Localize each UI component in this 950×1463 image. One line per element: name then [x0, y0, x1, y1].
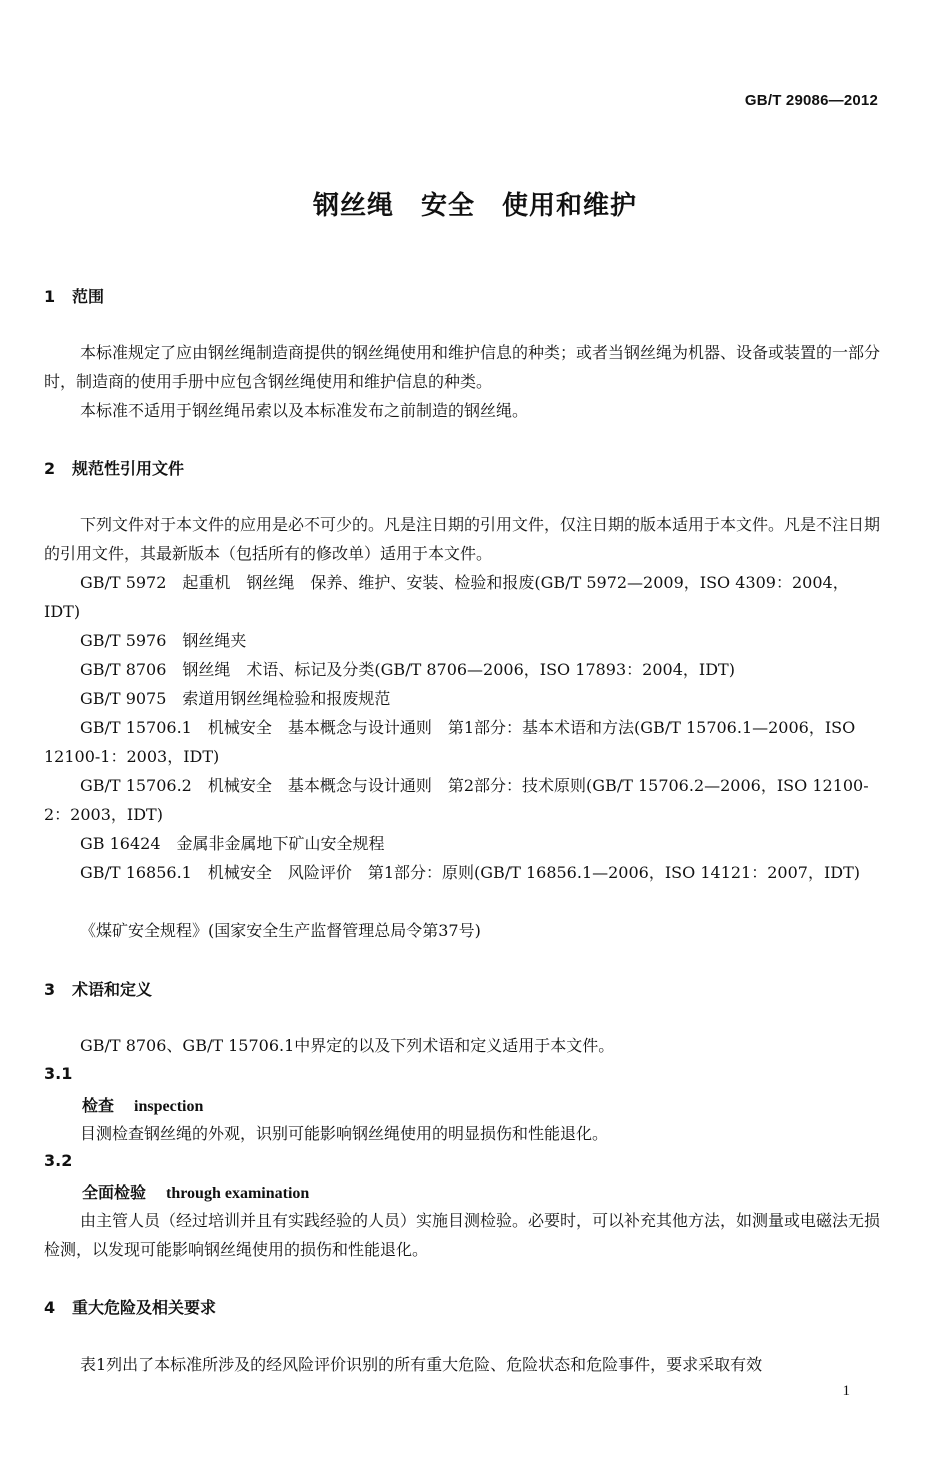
section-2-heading — [44, 456, 184, 479]
section-title: 重大危险及相关要求 — [72, 1298, 217, 1317]
section-4-text: 表1列出了本标准所涉及的经风险评价识别的所有重大危险、危险状态和危险事件，要求采取有效 — [80, 1355, 763, 1374]
term-chinese: 检查 — [82, 1096, 115, 1115]
section-title: 术语和定义 — [72, 980, 153, 999]
term-chinese: 全面检验 — [82, 1183, 147, 1202]
term-english: inspection — [134, 1098, 204, 1115]
section-2-intro: 下列文件对于本文件的应用是必不可少的。凡是注日期的引用文件，仅注日期的版本适用于本文件。凡是不注日期的引用文件，其最新版本（包括所有的修改单）适用于本文件。 — [44, 515, 881, 563]
document-title: 钢丝绳 安全 使用和维护 — [312, 191, 637, 221]
section-3-heading — [44, 977, 152, 1000]
section-1-heading — [44, 284, 104, 307]
term-definition: 目测检查钢丝绳的外观，识别可能影响钢丝绳使用的明显损伤和性能退化。 — [80, 1124, 609, 1143]
term-heading — [82, 1180, 309, 1203]
reference-item: GB/T 16856.1 机械安全 风险评价 第1部分：原则(GB/T 16856.1—2006，ISO 14121：2007，IDT) — [80, 863, 861, 882]
term-english: through examination — [166, 1185, 310, 1202]
term-definition: 由主管人员（经过培训并且有实践经验的人员）实施目测检验。必要时，可以补充其他方法，如测量或电磁法无损检测，以发现可能影响钢丝绳使用的损伤和性能退化。 — [44, 1211, 881, 1259]
section-title: 范围 — [72, 287, 105, 306]
section-1-paragraph: 本标准不适用于钢丝绳吊索以及本标准发布之前制造的钢丝绳。 — [80, 401, 529, 420]
standard-code: GB/T 29086—2012 — [744, 92, 878, 109]
section-3-intro: GB/T 8706、GB/T 15706.1中界定的以及下列术语和定义适用于本文件。 — [80, 1036, 615, 1055]
term-heading — [82, 1093, 203, 1116]
section-4-heading — [44, 1295, 216, 1318]
reference-item: GB/T 8706 钢丝绳 术语、标记及分类(GB/T 8706—2006，ISO 17893：2004，IDT) — [80, 660, 735, 679]
reference-item: GB/T 9075 索道用钢丝绳检验和报废规范 — [80, 689, 391, 708]
term-number: 3.2 — [44, 1151, 73, 1170]
reference-item: 《煤矿安全规程》(国家安全生产监督管理总局令第37号) — [80, 921, 481, 940]
section-number: 1 — [44, 287, 56, 306]
section-title: 规范性引用文件 — [72, 459, 185, 478]
section-number: 3 — [44, 980, 56, 999]
reference-item: GB/T 15706.1 机械安全 基本概念与设计通则 第1部分：基本术语和方法(GB/T 15706.1—2006，ISO 12100-1：2003，IDT) — [44, 718, 856, 766]
page-number: 1 — [842, 1383, 850, 1399]
section-1-paragraph: 本标准规定了应由钢丝绳制造商提供的钢丝绳使用和维护信息的种类；或者当钢丝绳为机器、设备或装置的一部分时，制造商的使用手册中应包含钢丝绳使用和维护信息的种类。 — [44, 343, 881, 391]
reference-item: GB/T 5976 钢丝绳夹 — [80, 631, 247, 650]
section-number: 2 — [44, 459, 56, 478]
term-number: 3.1 — [44, 1064, 73, 1083]
reference-item: GB/T 5972 起重机 钢丝绳 保养、维护、安装、检验和报废(GB/T 5972—2009，ISO 4309：2004，IDT) — [44, 573, 849, 621]
reference-item: GB 16424 金属非金属地下矿山安全规程 — [80, 834, 385, 853]
reference-item: GB/T 15706.2 机械安全 基本概念与设计通则 第2部分：技术原则(GB/T 15706.2—2006，ISO 12100-2：2003，IDT) — [44, 776, 869, 824]
section-number: 4 — [44, 1298, 56, 1317]
